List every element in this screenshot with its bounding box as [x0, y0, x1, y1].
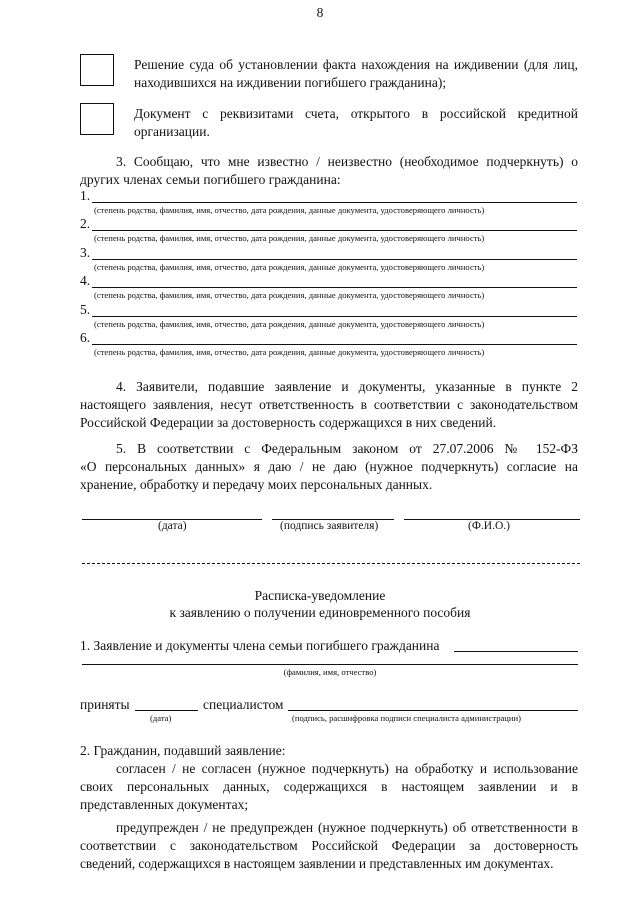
receipt-subtitle: к заявлению о получении единовременного пособия — [169, 605, 471, 620]
section4-line: Российской Федерации за достоверность содержащихся в них сведений. — [80, 415, 497, 430]
section5-line: «О персональных данных» я даю / не даю (нужное подчеркнуть) согласие на — [80, 459, 578, 474]
row-number: 2. — [80, 216, 91, 231]
row-caption: (степень родства, фамилия, имя, отчество, дата рождения, данные документа, удостоверяющего личность) — [94, 290, 485, 300]
family-member-row-2[interactable] — [80, 216, 577, 234]
accepted-date-caption: (дата) — [150, 713, 172, 723]
section3-line: других членах семьи погибшего гражданина: — [80, 172, 341, 187]
row-number: 5. — [80, 302, 91, 317]
receipt-item1: 1. Заявление и документы члена семьи погибшего гражданина — [80, 638, 440, 653]
row-caption: (степень родства, фамилия, имя, отчество, дата рождения, данные документа, удостоверяющего личность) — [94, 205, 485, 215]
family-member-row-6[interactable] — [80, 330, 577, 348]
section4-line: настоящего заявления, несут ответственность в соответствии с законодательством — [80, 397, 578, 412]
warning-line: предупрежден / не предупрежден (нужное подчеркнуть) об ответственности в — [116, 820, 578, 835]
family-member-row-5[interactable] — [80, 302, 577, 320]
family-member-row-3[interactable] — [80, 245, 577, 263]
warning-line: соответствии с законодательством Российской Федерации за достоверность — [80, 838, 578, 853]
row-caption: (степень родства, фамилия, имя, отчество, дата рождения, данные документа, удостоверяющего личность) — [94, 347, 485, 357]
date-label: (дата) — [158, 520, 187, 532]
fill-line[interactable] — [92, 202, 577, 203]
family-member-row-1[interactable] — [80, 188, 577, 206]
row-number: 1. — [80, 188, 91, 203]
fill-line[interactable] — [92, 259, 577, 260]
warning-line: сведений, содержащихся в настоящем заявлении и представленных им документах. — [80, 856, 554, 871]
consent-line: представленных документах; — [80, 797, 249, 812]
section5-line: 5. В соответствии с Федеральным законом от 27.07.2006 № 152-ФЗ — [116, 441, 578, 456]
row-caption: (степень родства, фамилия, имя, отчество, дата рождения, данные документа, удостоверяющего личность) — [94, 233, 485, 243]
applicant-signature-label: (подпись заявителя) — [280, 520, 379, 532]
fill-line[interactable] — [92, 230, 577, 231]
fio-fill-line[interactable] — [454, 651, 578, 652]
checkbox-bank-document[interactable] — [80, 103, 114, 135]
checkbox-item-line: находившихся на иждивении погибшего гражданина); — [134, 75, 447, 90]
row-number: 4. — [80, 273, 91, 288]
checkbox-item-line: организации. — [134, 124, 210, 139]
checkbox-item-line: Решение суда об установлении факта нахождения на иждивении (для лиц, — [134, 57, 578, 72]
page-number: 8 — [316, 5, 324, 20]
fio-caption: (фамилия, имя, отчество) — [283, 667, 377, 677]
checkbox-court-decision[interactable] — [80, 54, 114, 86]
row-number: 6. — [80, 330, 91, 345]
receipt-item2: 2. Гражданин, подавший заявление: — [80, 743, 286, 758]
fio-label: (Ф.И.О.) — [468, 520, 510, 532]
fill-line[interactable] — [92, 287, 577, 288]
specialist-caption: (подпись, расшифровка подписи специалиста администрации) — [292, 713, 521, 723]
accepted-label: приняты — [80, 697, 130, 712]
row-caption: (степень родства, фамилия, имя, отчество, дата рождения, данные документа, удостоверяющего личность) — [94, 319, 485, 329]
section4-line: 4. Заявители, подавшие заявление и документы, указанные в пункте 2 — [116, 379, 578, 394]
section3-line: 3. Сообщаю, что мне известно / неизвестно (необходимое подчеркнуть) о — [116, 154, 578, 169]
specialist-signature-line[interactable] — [288, 710, 578, 711]
cut-line — [82, 563, 580, 564]
fill-line[interactable] — [92, 316, 577, 317]
fill-line[interactable] — [92, 344, 577, 345]
row-caption: (степень родства, фамилия, имя, отчество, дата рождения, данные документа, удостоверяющего личность) — [94, 262, 485, 272]
specialist-label: специалистом — [203, 697, 284, 712]
consent-line: согласен / не согласен (нужное подчеркнуть) на обработку и использование — [116, 761, 578, 776]
checkbox-item-line: Документ с реквизитами счета, открытого в российской кредитной — [134, 106, 578, 121]
receipt-title: Расписка-уведомление — [254, 588, 386, 603]
consent-line: своих персональных данных, содержащихся в настоящем заявлении и в — [80, 779, 578, 794]
section5-line: хранение, обработку и передачу моих персональных данных. — [80, 477, 433, 492]
fio-fill-line-2[interactable] — [82, 664, 578, 665]
family-member-row-4[interactable] — [80, 273, 577, 291]
accepted-date-line[interactable] — [135, 710, 198, 711]
row-number: 3. — [80, 245, 91, 260]
